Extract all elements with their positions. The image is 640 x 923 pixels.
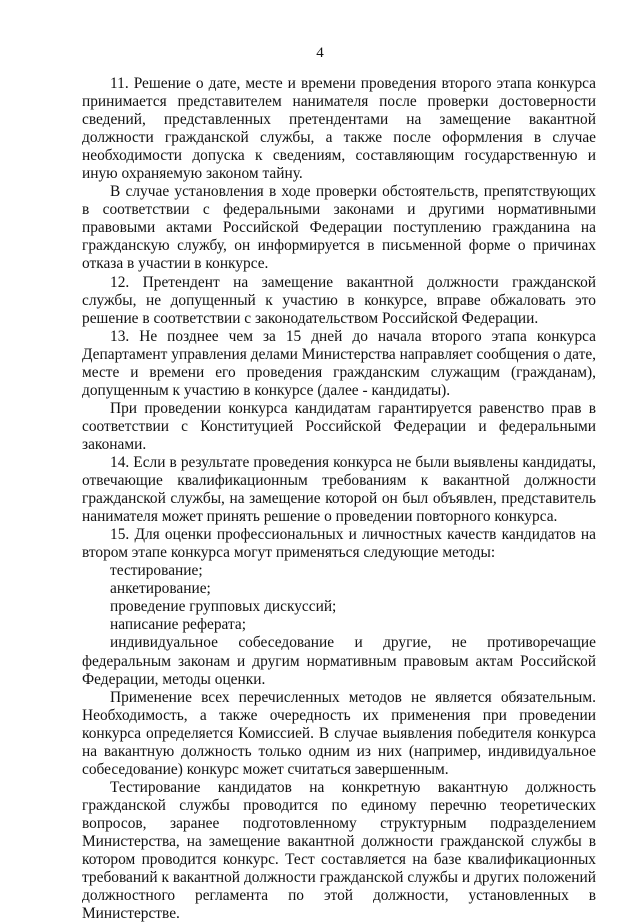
paragraph-13: 13. Не позднее чем за 15 дней до начала второго этапа конкурса Департамент управления делами Министерства направляет сообщения о дате, месте и времени его проведения гражданским служащим (гражданам), допущенным к участию в конкурсе (далее - кандидаты). xyxy=(82,327,596,399)
paragraph-15: 15. Для оценки профессиональных и личностных качеств кандидатов на втором этапе конкурса могут применяться следующие методы: xyxy=(82,526,596,562)
paragraph-11: 11. Решение о дате, месте и времени проведения второго этапа конкурса принимается представителем нанимателя после проверки достоверности сведений, представленных претендентами на замещение вакантной должности гражданской службы, а также после оформления в случае необходимости допуска к сведениям, составляющим государственную и иную охраняемую законом тайну. xyxy=(82,75,596,183)
paragraph-methods-application: Применение всех перечисленных методов не является обязательным. Необходимость, а также очередность их применения при проведении конкурса определяется Комиссией. В случае выявления победителя конкурса на вакантную должность только одним из них (например, индивидуальное собеседование) конкурс может считаться завершенным. xyxy=(82,688,596,778)
paragraph-13-equality: При проведении конкурса кандидатам гарантируется равенство прав в соответствии с Конституцией Российской Федерации и федеральными законами. xyxy=(82,399,596,453)
method-testing: тестирование; xyxy=(110,562,203,580)
method-group-discussions: проведение групповых дискуссий; xyxy=(110,598,337,616)
paragraph-14: 14. Если в результате проведения конкурса не были выявлены кандидаты, отвечающие квалификационным требованиям к вакантной должности гражданской службы, на замещение которой он был объявлен, представитель нанимателя может принять решение о проведении повторного конкурса. xyxy=(82,453,596,526)
method-essay: написание реферата; xyxy=(110,616,247,634)
document-body xyxy=(82,75,596,923)
paragraph-12: 12. Претендент на замещение вакантной должности гражданской службы, не допущенный к участию в конкурсе, вправе обжаловать это решение в соответствии с законодательством Российской Федерации. xyxy=(82,273,596,327)
method-questionnaire: анкетирование; xyxy=(110,580,211,598)
paragraph-testing: Тестирование кандидатов на конкретную вакантную должность гражданской службы проводится по единому перечню теоретических вопросов, заранее подготовленному структурным подразделением Министерства, на замещение вакантной должности гражданской службы в котором проводится конкурс. Тест составляется на базе квалификационных требований к вакантной должности гражданской службы и других положений должностного регламента по этой должности, установленных в Министерстве. xyxy=(82,778,596,923)
page-number: 4 xyxy=(316,45,324,61)
paragraph-11-refusal: В случае установления в ходе проверки обстоятельств, препятствующих в соответствии с федеральными законами и другими нормативными правовыми актами Российской Федерации поступлению гражданина на гражданскую службу, он информируется в письменной форме о причинах отказа в участии в конкурсе. xyxy=(82,183,596,273)
method-interview: индивидуальное собеседование и другие, не противоречащие федеральным законам и другим нормативным правовым актам Российской Федерации, методы оценки. xyxy=(82,634,596,688)
